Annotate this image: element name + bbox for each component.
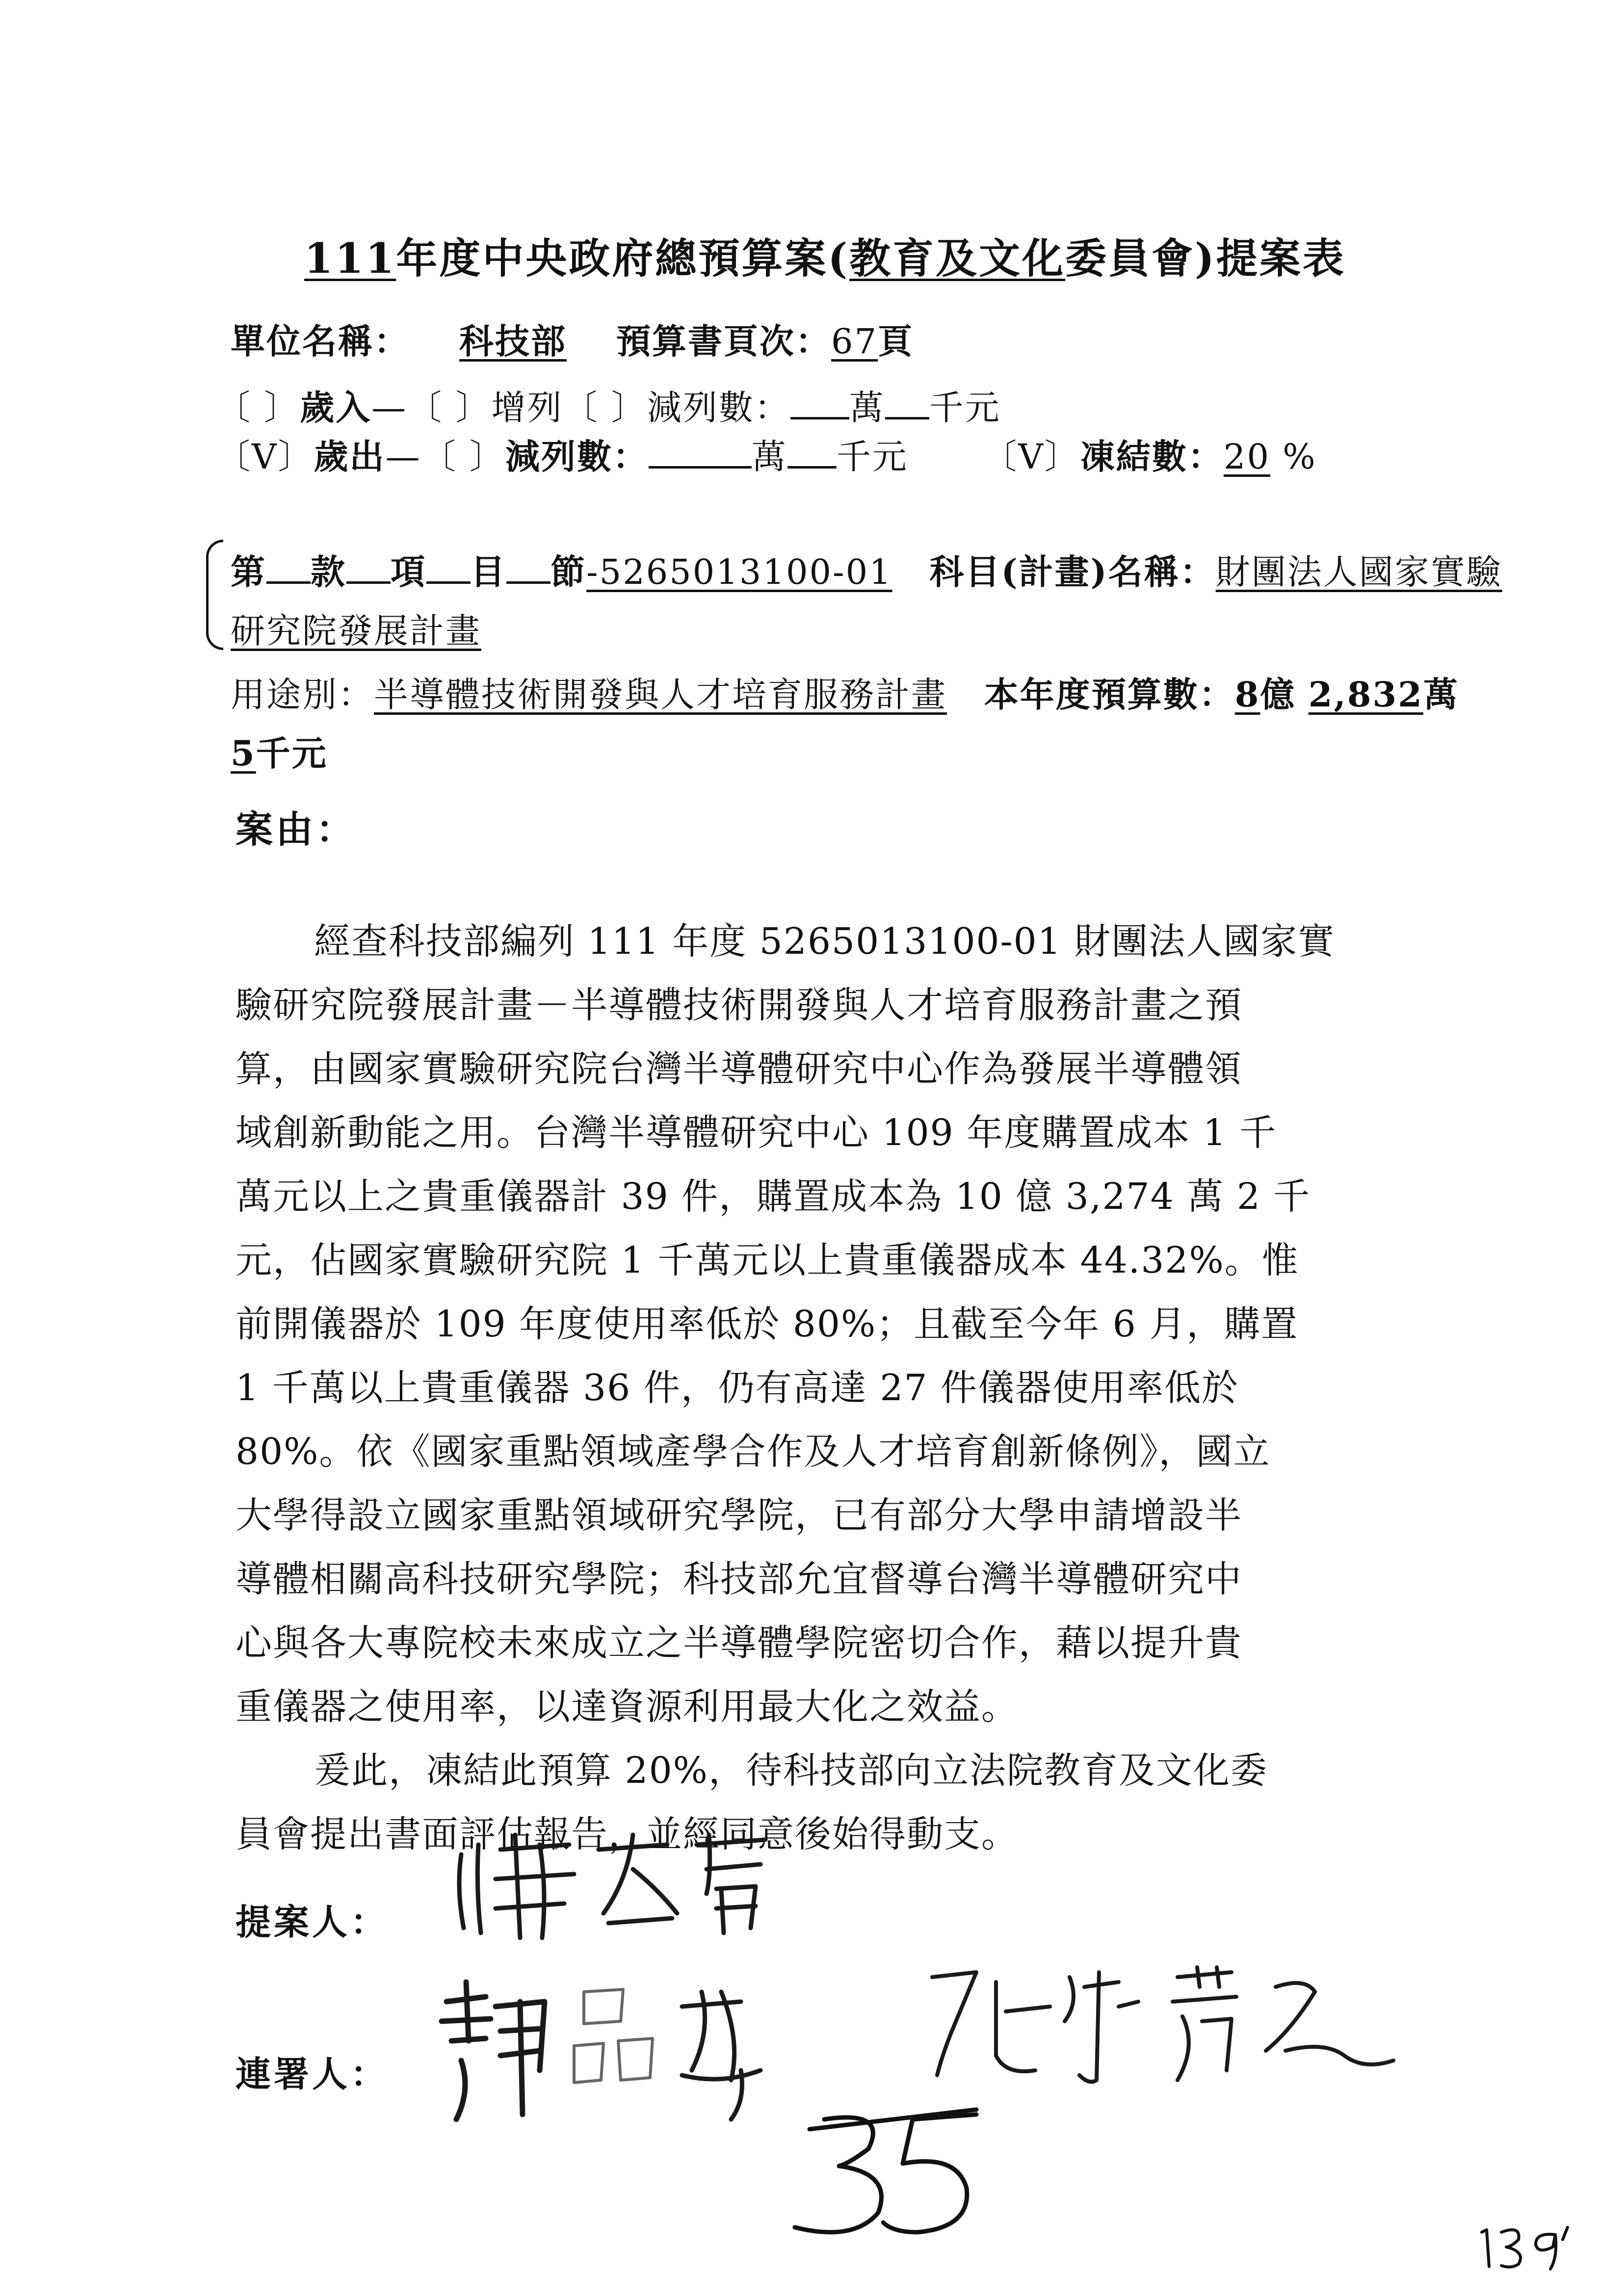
code-kuan: 第 (231, 551, 266, 592)
code-mu: 目 (471, 551, 506, 592)
handwritten-number (770, 2100, 996, 2247)
purpose-row-continued (231, 726, 328, 776)
expense-dash: — (385, 437, 421, 477)
purpose-row (231, 667, 1459, 717)
reason-line: 經查科技部編列 111 年度 5265013100-01 財團法人國家實 (314, 920, 1336, 963)
reason-line: 重儀器之使用率，以達資源利用最大化之效益。 (236, 1686, 1019, 1728)
revenue-cut-checkbox: 〔 〕 (563, 388, 647, 428)
budget-yi: 億 (1260, 674, 1296, 715)
revenue-label: 歲入 (300, 387, 372, 428)
expense-wan-blank (649, 435, 752, 469)
revenue-cut-label: 減列數： (647, 388, 790, 428)
revenue-checkbox: 〔 〕 (216, 388, 300, 428)
code-blank-3 (426, 550, 471, 584)
proposer-signature (442, 1815, 785, 1953)
code-blank-2 (346, 550, 391, 584)
title-text-2: 委員會)提案表 (1065, 234, 1346, 283)
reason-line: 驗研究院發展計畫－半導體技術開發與人才培育服務計畫之預 (236, 984, 1242, 1026)
code-blank-1 (266, 550, 311, 584)
budget-wan-value: 2,832 (1308, 674, 1423, 715)
budget-label: 本年度預算數： (984, 674, 1235, 715)
reason-line: 員會提出書面評估報告，並經同意後始得動支。 (236, 1813, 1019, 1855)
cosigner-label: 連署人： (236, 2053, 389, 2095)
expense-checkbox: 〔V〕 (216, 437, 314, 477)
reason-line: 爰此，凍結此預算 20%，待科技部向立法院教育及文化委 (314, 1749, 1268, 1792)
proposer-label: 提案人： (236, 1901, 389, 1943)
reason-line: 心與各大專院校未來成立之半導體學院密切合作，藉以提升貴 (236, 1622, 1242, 1664)
title-committee: 教育及文化 (849, 234, 1066, 283)
code-jie: 節 (550, 551, 586, 592)
expense-label: 歲出 (314, 436, 386, 477)
reason-line: 80%。依《國家重點領域產學合作及人才培育創新條例》，國立 (236, 1431, 1271, 1473)
revenue-wan-blank (790, 386, 849, 419)
code-row-continued (231, 603, 481, 653)
budget-yi-value: 8 (1234, 674, 1260, 715)
code-blank-4 (506, 550, 550, 584)
expense-wan: 萬 (751, 437, 787, 477)
code-xiang: 項 (391, 551, 426, 592)
unit-row (231, 314, 914, 364)
purpose-label: 用途別： (231, 675, 374, 715)
code-number: -5265013100-01 (586, 552, 892, 592)
freeze-label: 凍結數： (1080, 436, 1224, 477)
expense-cut-label: 減列數： (505, 436, 649, 477)
budget-wan: 萬 (1423, 674, 1459, 715)
expense-qian: 千元 (836, 437, 908, 477)
expense-qian-blank (787, 435, 837, 469)
page-title (304, 226, 1346, 285)
expense-cut-checkbox: 〔 〕 (421, 437, 505, 477)
revenue-row (216, 380, 1001, 430)
reason-line: 算，由國家實驗研究院台灣半導體研究中心作為發展半導體領 (236, 1048, 1242, 1090)
subject-label: 科目(計畫)名稱： (929, 551, 1216, 592)
freeze-checkbox: 〔V〕 (982, 437, 1080, 477)
revenue-qian-blank (885, 386, 929, 419)
freeze-value: 20 (1223, 437, 1270, 477)
reason-line: 域創新動能之用。台灣半導體研究中心 109 年度購置成本 1 千 (236, 1112, 1277, 1154)
reason-line: 元，佔國家實驗研究院 1 千萬元以上貴重儀器成本 44.32%。惟 (236, 1239, 1299, 1281)
code-row (231, 545, 1502, 594)
freeze-unit: % (1283, 437, 1317, 477)
code-bracket (206, 540, 223, 650)
title-text-1: 年度中央政府總預算案( (396, 234, 850, 283)
reason-line: 1 千萬以上貴重儀器 36 件，仍有高達 27 件儀器使用率低於 (236, 1367, 1239, 1409)
reason-line: 導體相關高科技研究學院；科技部允宜督導台灣半導體研究中 (236, 1558, 1242, 1600)
page-ref-suffix: 頁 (878, 321, 914, 362)
purpose-value: 半導體技術開發與人才培育服務計畫 (374, 675, 947, 715)
page-ref-label: 預算書頁次： (616, 321, 832, 362)
expense-row (216, 429, 1317, 479)
page-ref-number: 67 (831, 321, 878, 362)
revenue-add-checkbox: 〔 〕 (407, 388, 492, 428)
title-year: 111 (304, 234, 396, 283)
cosigner-signature-2 (922, 1957, 1462, 2105)
reason-heading: 案由： (236, 808, 356, 851)
revenue-dash: — (371, 388, 408, 428)
reason-line: 萬元以上之貴重儀器計 39 件，購置成本為 10 億 3,274 萬 2 千 (236, 1175, 1311, 1218)
code-kuan2: 款 (311, 551, 346, 592)
budget-qian: 千元 (256, 733, 328, 774)
revenue-qian: 千元 (929, 388, 1001, 428)
budget-qian-value: 5 (231, 733, 256, 774)
revenue-wan: 萬 (849, 388, 885, 428)
unit-label: 單位名稱： (231, 321, 410, 362)
reason-line: 前開儀器於 109 年度使用率低於 80%；且截至今年 6 月，購置 (236, 1303, 1299, 1345)
reason-line: 大學得設立國家重點領域研究學院，已有部分大學申請增設半 (236, 1494, 1242, 1537)
revenue-add-label: 增列 (491, 388, 563, 428)
subject-name-2: 研究院發展計畫 (231, 611, 481, 651)
unit-name: 科技部 (459, 321, 567, 362)
subject-name-1: 財團法人國家實驗 (1215, 552, 1502, 592)
page-number (1472, 2218, 1580, 2271)
